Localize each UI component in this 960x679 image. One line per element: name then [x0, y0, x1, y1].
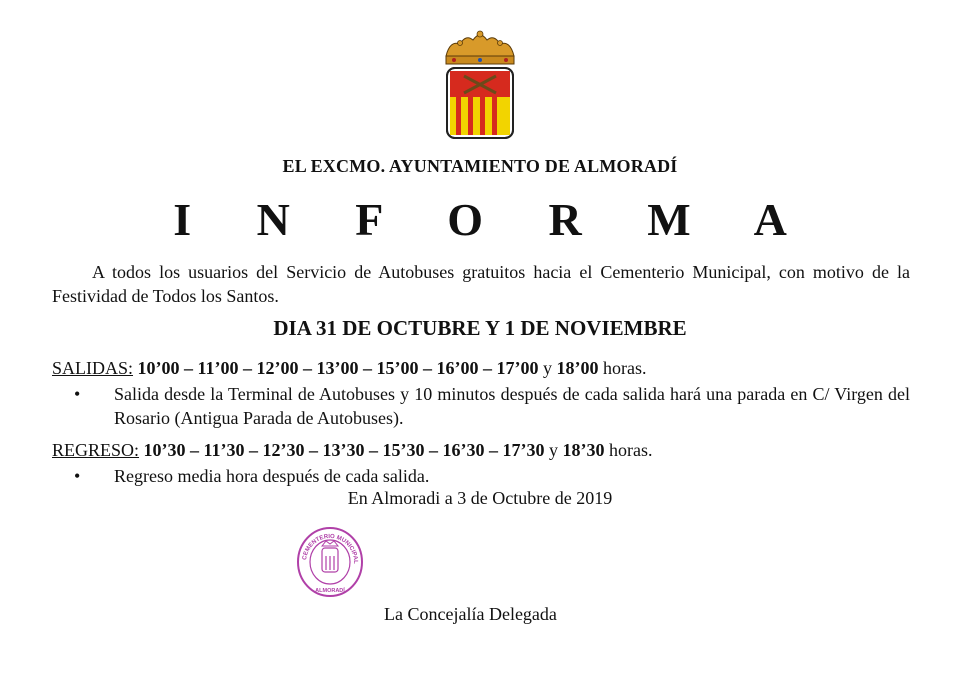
page-title: I N F O R M A	[173, 194, 814, 245]
official-stamp	[296, 526, 364, 598]
returns-note: Regreso media hora después de cada salida.	[114, 466, 430, 486]
signature-line: La Concejalía Delegada	[384, 604, 557, 624]
departures-times: 10’00 – 11’00 – 12’00 – 13’00 – 15’00 – 16’00 – 17’00	[137, 358, 539, 378]
bullet-icon: •	[74, 384, 81, 404]
departures-note: Salida desde la Terminal de Autobuses y 10 minutos después de cada salida hará una parada en C/ Virgen del Rosario (Antigua Parada de Autobuses).	[114, 384, 910, 428]
returns-unit: horas.	[608, 440, 653, 460]
returns-times: 10’30 – 11’30 – 12’30 – 13’30 – 15’30 – 16’30 – 17’30	[143, 440, 545, 460]
intro-paragraph: A todos los usuarios del Servicio de Autobuses gratuitos hacia el Cementerio Municipal, con motivo de la Festividad de Todos los Santos.	[52, 262, 910, 306]
returns-label: REGRESO:	[52, 440, 140, 460]
departures-note-item	[52, 382, 910, 430]
returns-last-time: 18’30	[562, 440, 605, 460]
dates-heading: DIA 31 DE OCTUBRE Y 1 DE NOVIEMBRE	[273, 316, 687, 340]
returns-note-item	[52, 464, 910, 488]
place-date: En Almoradi a 3 de Octubre de 2019	[347, 488, 613, 508]
organization-heading: EL EXCMO. AYUNTAMIENTO DE ALMORADÍ	[282, 156, 678, 176]
svg-text:CEMENTERIO MUNICIPAL: CEMENTERIO MUNICIPAL	[302, 533, 359, 564]
bullet-icon: •	[74, 466, 81, 486]
departures-label: SALIDAS:	[52, 358, 134, 378]
departures-conjunction: y	[542, 358, 552, 378]
departures-last-time: 18’00	[556, 358, 599, 378]
returns-line	[52, 438, 910, 462]
returns-conjunction: y	[548, 440, 558, 460]
shield-icon	[447, 68, 513, 138]
svg-text:ALMORADÍ: ALMORADÍ	[315, 588, 345, 594]
crown-icon	[446, 31, 514, 64]
departures-line	[52, 356, 910, 380]
coat-of-arms-logo	[440, 30, 520, 142]
departures-unit: horas.	[602, 358, 647, 378]
